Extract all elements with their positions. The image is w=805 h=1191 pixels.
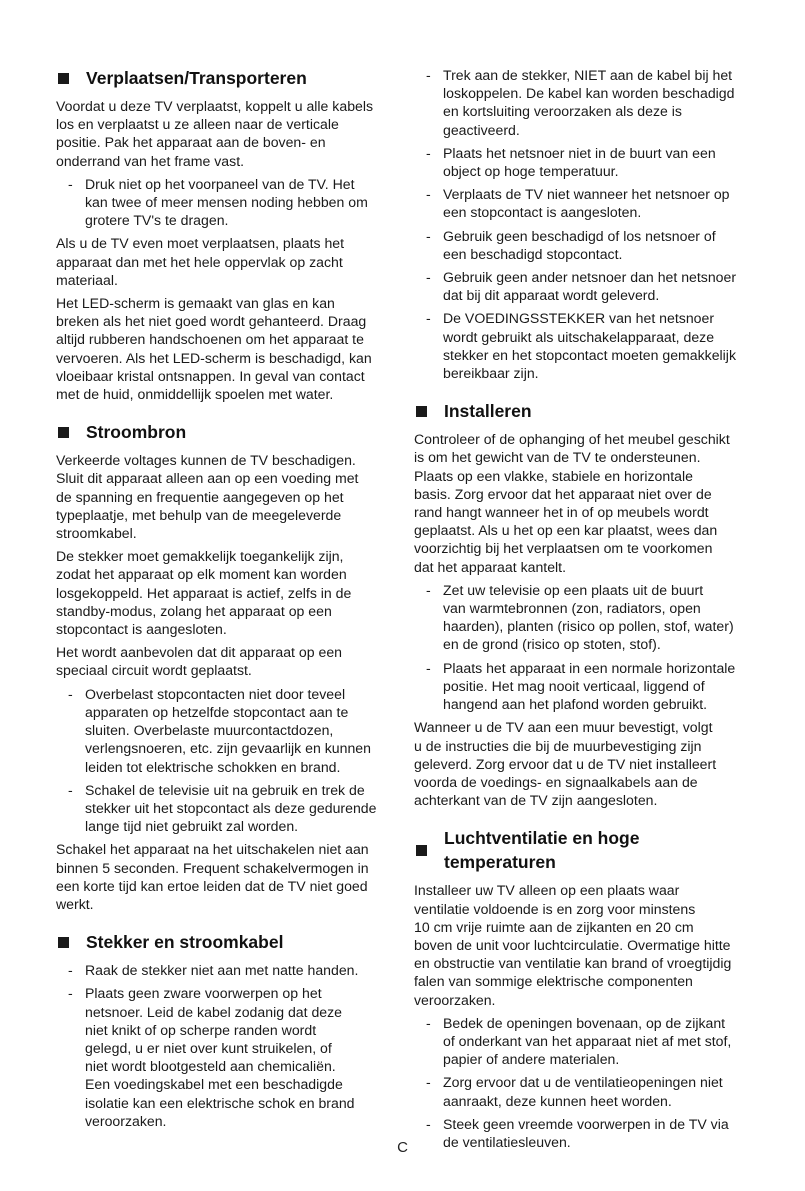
- dash-list: [56, 685, 394, 836]
- section-heading: [56, 930, 394, 954]
- section-luchtventilatie-en-hoge-temperaturen: [414, 826, 752, 1151]
- page-number: C: [397, 1139, 408, 1156]
- paragraph: Als u de TV even moet verplaatsen, plaats het apparaat dan met het hele oppervlak op zacht materiaal.: [56, 235, 345, 288]
- list-item: [414, 268, 752, 304]
- dash-marker: -: [426, 67, 431, 83]
- list-item-text: Plaats het netsnoer niet in de buurt van een object op hoge temperatuur.: [443, 144, 716, 180]
- section-stekker-en-stroomkabel: [56, 930, 394, 1130]
- list-item: [414, 1014, 752, 1069]
- paragraph: Het wordt aanbevolen dat dit apparaat op een speciaal circuit wordt geplaatst.: [56, 644, 342, 679]
- list-item-text: Verplaats de TV niet wanneer het netsnoer op een stopcontact is aangesloten.: [443, 186, 730, 221]
- dash-list: [414, 1014, 752, 1151]
- list-item-text: Gebruik geen ander netsnoer dan het netsnoer dat bij dit apparaat wordt geleverd.: [443, 269, 737, 304]
- dash-marker: -: [68, 175, 73, 192]
- dash-marker: -: [426, 1074, 431, 1091]
- dash-marker: -: [426, 227, 431, 244]
- dash-list: [56, 175, 394, 230]
- square-bullet-icon: [58, 937, 69, 948]
- list-item-text: Gebruik geen beschadigd of los netsnoer of een beschadigd stopcontact.: [443, 227, 716, 262]
- section-heading-text: Installeren: [444, 401, 532, 422]
- dash-list: [414, 66, 752, 382]
- section-heading-text: Verplaatsen/Transporteren: [86, 68, 307, 88]
- dash-marker: -: [68, 962, 73, 979]
- right-column: [414, 66, 752, 1156]
- paragraph: Wanneer u de TV aan een muur bevestigt, volgt u de instructies die bij de muurbevestiging zijn geleverd. Zorg ervoor dat u de TV niet installeert voorda de voedings- en signaalkabels aan de achterkant van de TV zijn aangesloten.: [414, 719, 717, 809]
- list-item-text: Zet uw televisie op een plaats uit de buurt van warmtebronnen (zon, radiators, open haarden), planten (risico op pollen, stof, water) en de grond (risico op stoten, stof).: [443, 581, 734, 653]
- section-heading-text: Luchtventilatie en hoge temperaturen: [444, 828, 640, 873]
- list-item: [414, 659, 752, 714]
- dash-list: [414, 581, 752, 713]
- paragraph: Schakel het apparaat na het uitschakelen niet aan binnen 5 seconden. Frequent schakelvermogen in een korte tijd kan ertoe leiden dat de TV niet goed werkt.: [56, 841, 369, 912]
- dash-marker: -: [426, 144, 431, 161]
- list-item: [56, 961, 394, 979]
- paragraph: Controleer of de ophanging of het meubel geschikt is om het gewicht van de TV te ondersteunen. Plaats op een vlakke, stabiele en horizontale basis. Zorg ervoor dat het apparaat niet over de rand hangt wanneer het in of op meubels wordt geplaatst. Als u het op een kar plaatst, wees dan voorzichtig bij het verplaatsen om te voorkomen dat het apparaat kantelt.: [414, 431, 730, 575]
- section-verplaatsen-transporteren: [56, 66, 394, 403]
- dash-marker: -: [426, 310, 431, 327]
- list-item-text: Zorg ervoor dat u de ventilatieopeningen niet aanraakt, deze kunnen heet worden.: [443, 1074, 723, 1109]
- list-item: [56, 781, 394, 836]
- square-bullet-icon: [58, 427, 69, 438]
- section-heading-text: Stekker en stroomkabel: [86, 932, 284, 953]
- square-bullet-icon: [416, 845, 427, 856]
- dash-marker: -: [426, 1115, 431, 1132]
- list-item: [414, 227, 752, 263]
- dash-marker: -: [68, 781, 73, 798]
- list-item-text: Trek aan de stekker, NIET aan de kabel bij het loskoppelen. De kabel kan worden beschadigd en kortsluiting veroorzaken als deze is geactiveerd.: [443, 67, 735, 138]
- list-item: [414, 185, 752, 221]
- list-item: [414, 581, 752, 654]
- dash-marker: -: [426, 659, 431, 676]
- list-item-text: Bedek de openingen bovenaan, op de zijkant of onderkant van het apparaat niet af met stof, papier of andere materialen.: [443, 1014, 732, 1068]
- square-bullet-icon: [416, 406, 427, 417]
- list-item: [414, 1073, 752, 1109]
- square-bullet-icon: [58, 73, 69, 84]
- list-item: [56, 685, 394, 776]
- section-heading-text: Stroombron: [86, 422, 187, 443]
- dash-marker: -: [426, 1014, 431, 1031]
- paragraph: Installeer uw TV alleen op een plaats waar ventilatie voldoende is en zorg voor minstens 10 cm vrije ruimte aan de zijkanten en 20 cm boven de unit voor luchtcirculatie. Overmatige hitte en obstructie van ventilatie kan brand of vroegtijdig falen van sommige elektrische componenten veroorzaken.: [414, 882, 732, 1008]
- list-item-text: Plaats geen zware voorwerpen op het netsnoer. Leid de kabel zodanig dat deze niet knikt of op scherpe randen wordt gelegd, u er niet over kunt struikelen, of niet wordt blootgesteld aan chemicaliën. Een voedingskabel met een beschadigde isolatie kan een elektrische schok en brand veroorzaken.: [85, 985, 355, 1129]
- section-heading: [414, 399, 752, 423]
- dash-marker: -: [426, 269, 431, 286]
- list-item: [414, 66, 752, 139]
- dash-marker: -: [68, 685, 73, 702]
- section-heading: [56, 66, 394, 90]
- dash-marker: -: [68, 985, 73, 1002]
- list-item: [414, 309, 752, 382]
- dash-marker: -: [426, 186, 431, 203]
- paragraph: De stekker moet gemakkelijk toegankelijk zijn, zodat het apparaat op elk moment kan worden losgekoppeld. Het apparaat is actief, zelfs in de standby-modus, zolang het apparaat op een stopcontact is aangesloten.: [56, 548, 352, 638]
- paragraph: Verkeerde voltages kunnen de TV beschadigen. Sluit dit apparaat alleen aan op een voeding met de spanning en frequentie aangegeven op het typeplaatje, met behulp van de meegeleverde stroomkabel.: [56, 452, 359, 542]
- dash-list: [56, 961, 394, 1130]
- list-item-text: Raak de stekker niet aan met natte handen.: [85, 962, 359, 979]
- section-heading: [56, 420, 394, 444]
- list-item: [414, 144, 752, 180]
- list-item-text: De VOEDINGSSTEKKER van het netsnoer wordt gebruikt als uitschakelapparaat, deze stekker en het stopcontact moeten gemakkelijk bereikbaar zijn.: [443, 310, 736, 382]
- section-stroombron: [56, 420, 394, 913]
- section-installeren: [414, 399, 752, 809]
- paragraph: Het LED-scherm is gemaakt van glas en kan breken als het niet goed wordt gehanteerd. Draag altijd rubberen handschoenen om het apparaat te vervoeren. Als het LED-scherm is beschadigd, kan vloeibaar kristal ontsnappen. In geval van contact met de huid, onmiddellijk spoelen met water.: [56, 295, 372, 403]
- section-heading: [414, 826, 752, 874]
- list-item: [56, 984, 394, 1130]
- left-column: [56, 66, 394, 1135]
- list-item: [56, 175, 394, 230]
- paragraph: Voordat u deze TV verplaatst, koppelt u alle kabels los en verplaatst u ze alleen naar de verticale positie. Pak het apparaat aan de boven- en onderrand van het frame vast.: [56, 98, 374, 169]
- section-right-column-continued: [414, 66, 752, 382]
- list-item-text: Druk niet op het voorpaneel van de TV. Het kan twee of meer mensen noding hebben om grotere TV's te dragen.: [85, 175, 368, 229]
- list-item-text: Steek geen vreemde voorwerpen in de TV via de ventilatiesleuven.: [443, 1115, 729, 1150]
- list-item-text: Plaats het apparaat in een normale horizontale positie. Het mag nooit verticaal, liggend of hangend aan het plafond worden gebruikt.: [443, 659, 736, 713]
- dash-marker: -: [426, 581, 431, 598]
- list-item-text: Overbelast stopcontacten niet door teveel apparaten op hetzelfde stopcontact aan te sluiten. Overbelaste muurcontactdozen, verlengsnoeren, etc. zijn gevaarlijk en kunnen leiden tot elektrische schokken en brand.: [85, 685, 371, 775]
- list-item-text: Schakel de televisie uit na gebruik en trek de stekker uit het stopcontact als deze gedurende lange tijd niet gebruikt zal worden.: [85, 781, 377, 835]
